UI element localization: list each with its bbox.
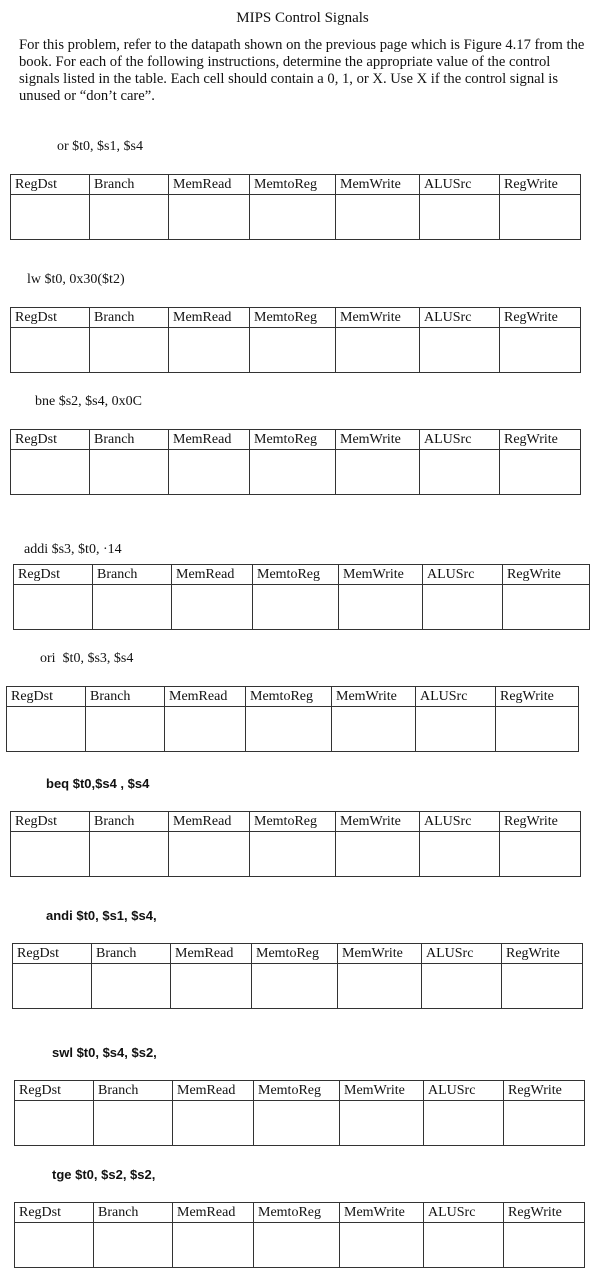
- signal-cell-memtoreg[interactable]: [246, 707, 332, 752]
- column-header-alusrc: ALUSrc: [422, 944, 502, 964]
- signal-cell-alusrc[interactable]: [416, 707, 496, 752]
- column-header-memtoreg: MemtoReg: [254, 1081, 340, 1101]
- signal-cell-memtoreg[interactable]: [254, 1223, 340, 1268]
- signal-cell-memtoreg[interactable]: [250, 450, 336, 495]
- column-header-memwrite: MemWrite: [336, 430, 420, 450]
- instruction-label: beq $t0,$s4 , $s4: [46, 776, 150, 791]
- instruction-label: swl $t0, $s4, $s2,: [52, 1045, 157, 1060]
- signal-cell-memtoreg[interactable]: [250, 832, 336, 877]
- column-header-memwrite: MemWrite: [340, 1081, 424, 1101]
- column-header-branch: Branch: [93, 565, 172, 585]
- signal-cell-regdst[interactable]: [11, 450, 90, 495]
- signal-cell-regwrite[interactable]: [500, 450, 581, 495]
- column-header-regdst: RegDst: [15, 1203, 94, 1223]
- column-header-memtoreg: MemtoReg: [253, 565, 339, 585]
- signal-cell-branch[interactable]: [90, 195, 169, 240]
- signal-cell-memwrite[interactable]: [336, 450, 420, 495]
- column-header-branch: Branch: [90, 175, 169, 195]
- column-header-memread: MemRead: [169, 308, 250, 328]
- signal-cell-regwrite[interactable]: [500, 328, 581, 373]
- column-header-regdst: RegDst: [7, 687, 86, 707]
- control-signal-table: [12, 943, 583, 1009]
- signal-cell-memread[interactable]: [172, 585, 253, 630]
- signal-cell-memread[interactable]: [169, 450, 250, 495]
- signal-cell-memtoreg[interactable]: [250, 195, 336, 240]
- column-header-regwrite: RegWrite: [504, 1203, 585, 1223]
- column-header-branch: Branch: [94, 1203, 173, 1223]
- column-header-memtoreg: MemtoReg: [252, 944, 338, 964]
- column-header-memwrite: MemWrite: [339, 565, 423, 585]
- column-header-branch: Branch: [94, 1081, 173, 1101]
- signal-cell-memread[interactable]: [169, 832, 250, 877]
- signal-cell-regdst[interactable]: [15, 1101, 94, 1146]
- column-header-regwrite: RegWrite: [503, 565, 590, 585]
- signal-cell-memread[interactable]: [173, 1101, 254, 1146]
- column-header-memtoreg: MemtoReg: [250, 812, 336, 832]
- column-header-regwrite: RegWrite: [500, 308, 581, 328]
- column-header-alusrc: ALUSrc: [416, 687, 496, 707]
- signal-cell-branch[interactable]: [94, 1101, 173, 1146]
- control-signal-table: [14, 1080, 585, 1146]
- column-header-memread: MemRead: [165, 687, 246, 707]
- signal-cell-memwrite[interactable]: [336, 832, 420, 877]
- signal-cell-regdst[interactable]: [15, 1223, 94, 1268]
- signal-cell-regdst[interactable]: [14, 585, 93, 630]
- column-header-memread: MemRead: [169, 430, 250, 450]
- column-header-regdst: RegDst: [14, 565, 93, 585]
- signal-cell-memtoreg[interactable]: [250, 328, 336, 373]
- signal-cell-memwrite[interactable]: [336, 328, 420, 373]
- column-header-memtoreg: MemtoReg: [246, 687, 332, 707]
- column-header-alusrc: ALUSrc: [420, 812, 500, 832]
- signal-cell-memwrite[interactable]: [336, 195, 420, 240]
- control-signal-table: [10, 307, 581, 373]
- column-header-memwrite: MemWrite: [336, 812, 420, 832]
- signal-cell-regdst[interactable]: [7, 707, 86, 752]
- instruction-label: tge $t0, $s2, $s2,: [52, 1167, 156, 1182]
- column-header-memread: MemRead: [169, 812, 250, 832]
- instruction-label: or $t0, $s1, $s4: [57, 139, 143, 154]
- signal-cell-regwrite[interactable]: [500, 832, 581, 877]
- signal-cell-alusrc[interactable]: [424, 1223, 504, 1268]
- column-header-regwrite: RegWrite: [500, 812, 581, 832]
- signal-cell-memwrite[interactable]: [332, 707, 416, 752]
- column-header-memwrite: MemWrite: [332, 687, 416, 707]
- column-header-memwrite: MemWrite: [338, 944, 422, 964]
- signal-cell-regdst[interactable]: [13, 964, 92, 1009]
- column-header-alusrc: ALUSrc: [420, 308, 500, 328]
- control-signal-table: [10, 811, 581, 877]
- signal-cell-branch[interactable]: [90, 450, 169, 495]
- column-header-regdst: RegDst: [11, 430, 90, 450]
- column-header-memread: MemRead: [172, 565, 253, 585]
- instructions-paragraph: For this problem, refer to the datapath shown on the previous page which is Figure 4.17 from the book. For each of the following instructions, determine the appropriate value of the control signals listed in the table. Each cell should contain a 0, 1, or X. Use X if the control signal is unused or “don’t care”.: [19, 37, 585, 104]
- signal-cell-regwrite[interactable]: [502, 964, 583, 1009]
- column-header-memtoreg: MemtoReg: [254, 1203, 340, 1223]
- column-header-branch: Branch: [90, 812, 169, 832]
- instruction-label: addi $s3, $t0, ·14: [24, 542, 122, 557]
- column-header-regdst: RegDst: [11, 812, 90, 832]
- column-header-alusrc: ALUSrc: [420, 430, 500, 450]
- signal-cell-regdst[interactable]: [11, 328, 90, 373]
- control-signal-table: [10, 174, 581, 240]
- signal-cell-branch[interactable]: [94, 1223, 173, 1268]
- column-header-branch: Branch: [92, 944, 171, 964]
- signal-cell-memread[interactable]: [171, 964, 252, 1009]
- signal-cell-memtoreg[interactable]: [254, 1101, 340, 1146]
- signal-cell-alusrc[interactable]: [420, 328, 500, 373]
- column-header-branch: Branch: [86, 687, 165, 707]
- column-header-regwrite: RegWrite: [502, 944, 583, 964]
- signal-cell-memwrite[interactable]: [340, 1223, 424, 1268]
- column-header-alusrc: ALUSrc: [424, 1203, 504, 1223]
- column-header-alusrc: ALUSrc: [420, 175, 500, 195]
- instruction-label: bne $s2, $s4, 0x0C: [35, 394, 142, 409]
- signal-cell-regwrite[interactable]: [504, 1101, 585, 1146]
- signal-cell-regwrite[interactable]: [496, 707, 579, 752]
- instruction-label: lw $t0, 0x30($t2): [27, 272, 125, 287]
- column-header-memtoreg: MemtoReg: [250, 175, 336, 195]
- signal-cell-alusrc[interactable]: [423, 585, 503, 630]
- column-header-memwrite: MemWrite: [340, 1203, 424, 1223]
- instruction-label: andi $t0, $s1, $s4,: [46, 908, 157, 923]
- signal-cell-memwrite[interactable]: [339, 585, 423, 630]
- signal-cell-memwrite[interactable]: [340, 1101, 424, 1146]
- column-header-branch: Branch: [90, 430, 169, 450]
- control-signal-table: [10, 429, 581, 495]
- signal-cell-memtoreg[interactable]: [252, 964, 338, 1009]
- signal-cell-alusrc[interactable]: [420, 195, 500, 240]
- signal-cell-branch[interactable]: [86, 707, 165, 752]
- signal-cell-regwrite[interactable]: [504, 1223, 585, 1268]
- page-title: MIPS Control Signals: [236, 10, 369, 26]
- signal-cell-memtoreg[interactable]: [253, 585, 339, 630]
- signal-cell-regdst[interactable]: [11, 832, 90, 877]
- signal-cell-branch[interactable]: [90, 328, 169, 373]
- signal-cell-regwrite[interactable]: [500, 195, 581, 240]
- signal-cell-alusrc[interactable]: [424, 1101, 504, 1146]
- column-header-alusrc: ALUSrc: [423, 565, 503, 585]
- column-header-memread: MemRead: [171, 944, 252, 964]
- column-header-memread: MemRead: [173, 1203, 254, 1223]
- column-header-regdst: RegDst: [15, 1081, 94, 1101]
- control-signal-table: [13, 564, 590, 630]
- signal-cell-branch[interactable]: [92, 964, 171, 1009]
- column-header-regdst: RegDst: [11, 308, 90, 328]
- signal-cell-branch[interactable]: [93, 585, 172, 630]
- signal-cell-regdst[interactable]: [11, 195, 90, 240]
- signal-cell-alusrc[interactable]: [422, 964, 502, 1009]
- column-header-branch: Branch: [90, 308, 169, 328]
- column-header-alusrc: ALUSrc: [424, 1081, 504, 1101]
- column-header-memwrite: MemWrite: [336, 175, 420, 195]
- signal-cell-alusrc[interactable]: [420, 450, 500, 495]
- column-header-regwrite: RegWrite: [504, 1081, 585, 1101]
- column-header-regwrite: RegWrite: [496, 687, 579, 707]
- column-header-memtoreg: MemtoReg: [250, 308, 336, 328]
- signal-cell-regwrite[interactable]: [503, 585, 590, 630]
- column-header-memread: MemRead: [169, 175, 250, 195]
- control-signal-table: [14, 1202, 585, 1268]
- instruction-label: ori $t0, $s3, $s4: [40, 651, 134, 666]
- control-signal-table: [6, 686, 579, 752]
- signal-cell-memwrite[interactable]: [338, 964, 422, 1009]
- signal-cell-memread[interactable]: [169, 328, 250, 373]
- signal-cell-memread[interactable]: [169, 195, 250, 240]
- column-header-regwrite: RegWrite: [500, 175, 581, 195]
- signal-cell-branch[interactable]: [90, 832, 169, 877]
- column-header-regdst: RegDst: [11, 175, 90, 195]
- column-header-memtoreg: MemtoReg: [250, 430, 336, 450]
- column-header-memwrite: MemWrite: [336, 308, 420, 328]
- column-header-regdst: RegDst: [13, 944, 92, 964]
- column-header-memread: MemRead: [173, 1081, 254, 1101]
- signal-cell-memread[interactable]: [173, 1223, 254, 1268]
- signal-cell-alusrc[interactable]: [420, 832, 500, 877]
- signal-cell-memread[interactable]: [165, 707, 246, 752]
- column-header-regwrite: RegWrite: [500, 430, 581, 450]
